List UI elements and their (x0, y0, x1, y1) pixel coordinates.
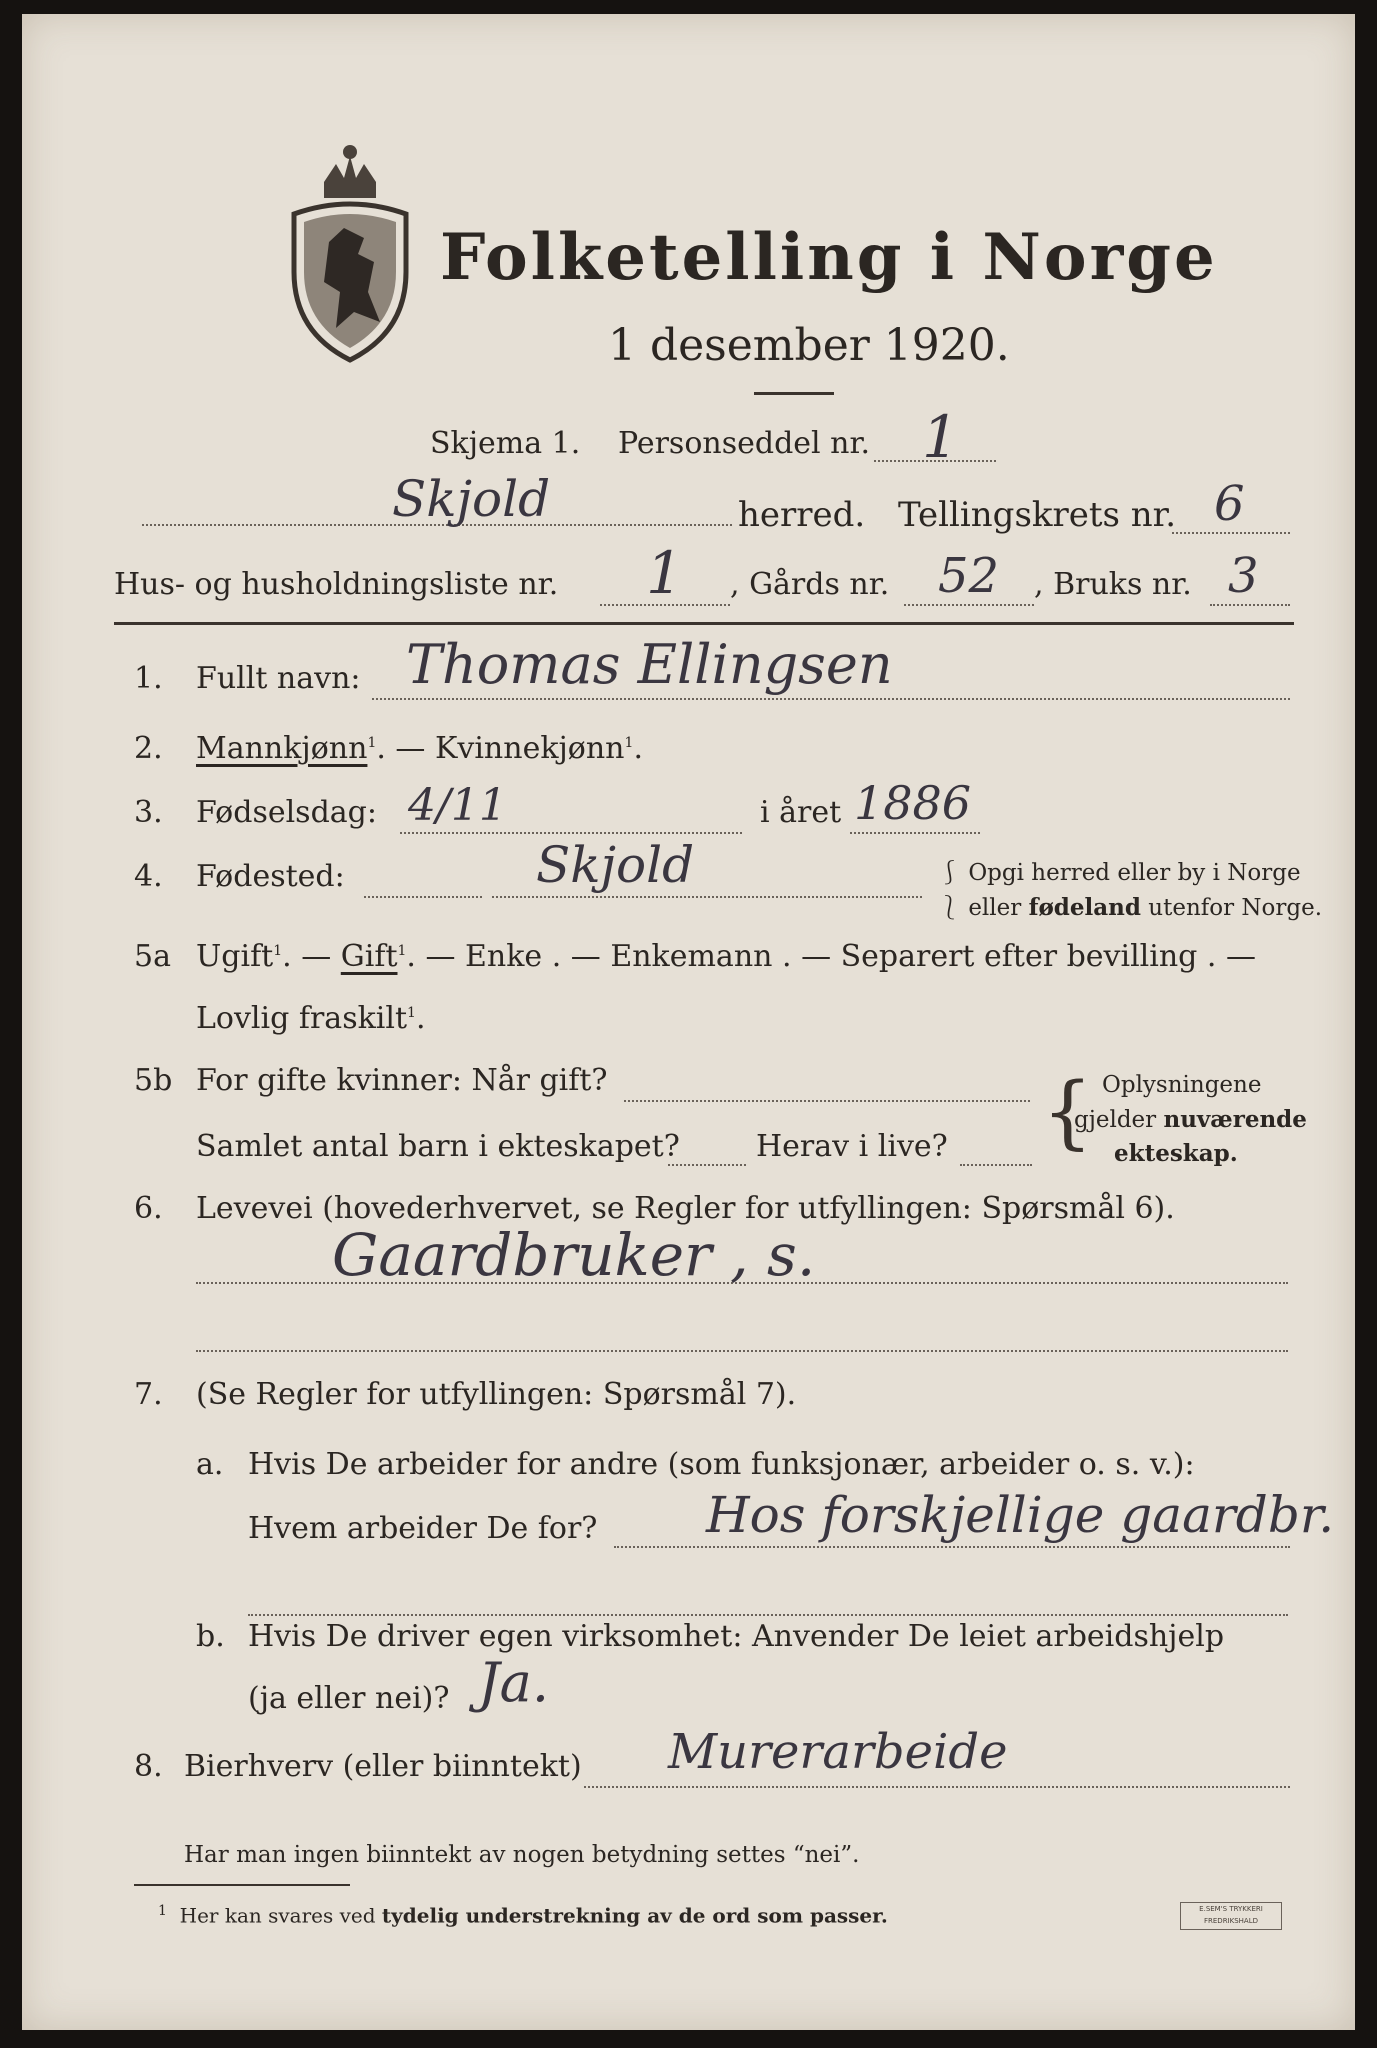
q7b-label-line1: Hvis De driver egen virksomhet: Anvender De leiet arbeidshjelp (248, 1619, 1225, 1654)
q8-side-income[interactable]: Murerarbeide (668, 1724, 1008, 1780)
q3-year-dots (850, 832, 980, 834)
q5b-number: 5b (134, 1063, 173, 1098)
q5a-marital-options: Ugift$^1$. — Gift$^1$. — Enke . — Enkemann . — Separert efter bevilling . — (196, 939, 1256, 974)
q6-number: 6. (134, 1191, 163, 1226)
q5a-ugift-option[interactable]: Ugift (196, 939, 274, 974)
printer-stamp: E.SEM'S TRYKKERI FREDRIKSHALD (1180, 1902, 1282, 1930)
q2-male-option[interactable]: Mannkjønn (196, 731, 368, 766)
personseddel-value[interactable]: 1 (922, 403, 959, 471)
personseddel-label: Personseddel nr. (618, 426, 871, 461)
q3-label: Fødselsdag: (196, 795, 377, 830)
q7b-answer[interactable]: Ja. (478, 1651, 550, 1714)
q4-birthplace[interactable]: Skjold (536, 836, 695, 894)
q5b-note-line3: ekteskap. (1114, 1140, 1238, 1167)
footer-note: Har man ingen biinntekt av nogen betydning settes “nei”. (184, 1842, 860, 1868)
q3-birth-year[interactable]: 1886 (854, 776, 972, 830)
q4-label: Fødested: (196, 859, 345, 894)
q4-note-line2: ⎱ eller fødeland utenfor Norge. (938, 894, 1323, 921)
q4-dots-right (492, 896, 922, 898)
q3-number: 3. (134, 795, 163, 830)
tellingskrets-dots (1172, 532, 1290, 534)
q7b-letter: b. (196, 1619, 225, 1654)
q5b-alive-dots[interactable] (960, 1164, 1032, 1166)
q1-dots (372, 698, 1290, 700)
q5b-note-line1: Oplysningene (1102, 1072, 1262, 1098)
household-list-value[interactable]: 1 (646, 539, 683, 607)
gards-value[interactable]: 52 (938, 548, 1000, 604)
title-divider (754, 392, 834, 395)
schema-label: Skjema 1. (430, 426, 581, 461)
q7a-label-line1: Hvis De arbeider for andre (som funksjonær, arbeider o. s. v.): (248, 1447, 1195, 1482)
footnote: $^1$ Her kan svares ved tydelig understrekning av de ord som passer. (158, 1903, 888, 1928)
q7a-label-line2: Hvem arbeider De for? (248, 1511, 598, 1546)
q2-number: 2. (134, 731, 163, 766)
q4-dots-left (364, 896, 482, 898)
q5b-note-line2: gjelder nuværende (1074, 1106, 1307, 1133)
q6-label: Levevei (hovederhvervet, se Regler for utfyllingen: Spørsmål 6). (196, 1191, 1175, 1226)
herred-label: herred. (738, 495, 866, 535)
q2-sex-options: Mannkjønn$^1$. — Kvinnekjønn$^1$. (196, 731, 643, 766)
q3-day-dots (400, 832, 742, 834)
bruks-value[interactable]: 3 (1228, 548, 1259, 604)
tellingskrets-value[interactable]: 6 (1214, 476, 1245, 532)
q5b-children-label: Samlet antal barn i ekteskapet? (196, 1129, 680, 1164)
q7b-label-line2: (ja eller nei)? (248, 1681, 450, 1716)
q5b-children-dots[interactable] (668, 1164, 746, 1166)
household-list-label: Hus- og husholdningsliste nr. (114, 567, 559, 602)
q7a-letter: a. (196, 1447, 224, 1482)
q5b-when-married-dots[interactable] (624, 1100, 1030, 1102)
q6-occupation[interactable]: Gaardbruker , s. (332, 1221, 816, 1289)
herred-value[interactable]: Skjold (392, 470, 551, 528)
q1-number: 1. (134, 661, 163, 696)
q7a-dots (614, 1546, 1290, 1548)
q4-note-line1: ⎰ Opgi herred eller by i Norge (938, 860, 1301, 886)
footnote-rule (134, 1884, 350, 1886)
q3-birth-day[interactable]: 4/11 (408, 780, 507, 831)
q5a-number: 5a (134, 939, 171, 974)
q7a-dots-line2 (248, 1614, 1288, 1616)
tellingskrets-label: Tellingskrets nr. (898, 495, 1177, 535)
q4-number: 4. (134, 859, 163, 894)
coat-of-arms-emblem (284, 142, 416, 364)
q5b-when-married-label: For gifte kvinner: Når gift? (196, 1063, 608, 1098)
q5a-line2[interactable]: Lovlig fraskilt$^1$. (196, 1001, 426, 1036)
q8-label: Bierhverv (eller biinntekt) (184, 1749, 582, 1784)
gards-dots (904, 604, 1034, 606)
census-form-sheet (22, 14, 1355, 2030)
q5a-gift-option[interactable]: Gift (340, 939, 398, 974)
bruks-dots (1210, 604, 1290, 606)
form-title: Folketelling i Norge (440, 220, 1218, 295)
bruks-label: , Bruks nr. (1034, 567, 1192, 602)
q7-number: 7. (134, 1377, 163, 1412)
q8-dots (584, 1786, 1290, 1788)
q7-label: (Se Regler for utfyllingen: Spørsmål 7). (196, 1377, 797, 1412)
q5a-other-options[interactable]: . — Enke . — Enkemann . — Separert efter bevilling . — (406, 939, 1256, 974)
q5b-alive-label: Herav i live? (756, 1129, 948, 1164)
q3-year-label: i året (760, 795, 842, 830)
q5b-brace: { (1042, 1065, 1093, 1158)
q8-number: 8. (134, 1749, 163, 1784)
q6-dots-line2 (196, 1350, 1288, 1352)
q7a-employer[interactable]: Hos forskjellige gaardbr. (706, 1486, 1335, 1544)
q1-label: Fullt navn: (196, 661, 361, 696)
gards-label: , Gårds nr. (730, 567, 890, 602)
q2-female-option[interactable]: . — Kvinnekjønn (376, 731, 625, 766)
census-date: 1 desember 1920. (608, 320, 1010, 371)
q1-full-name[interactable]: Thomas Ellingsen (406, 633, 893, 696)
header-rule (114, 622, 1294, 625)
